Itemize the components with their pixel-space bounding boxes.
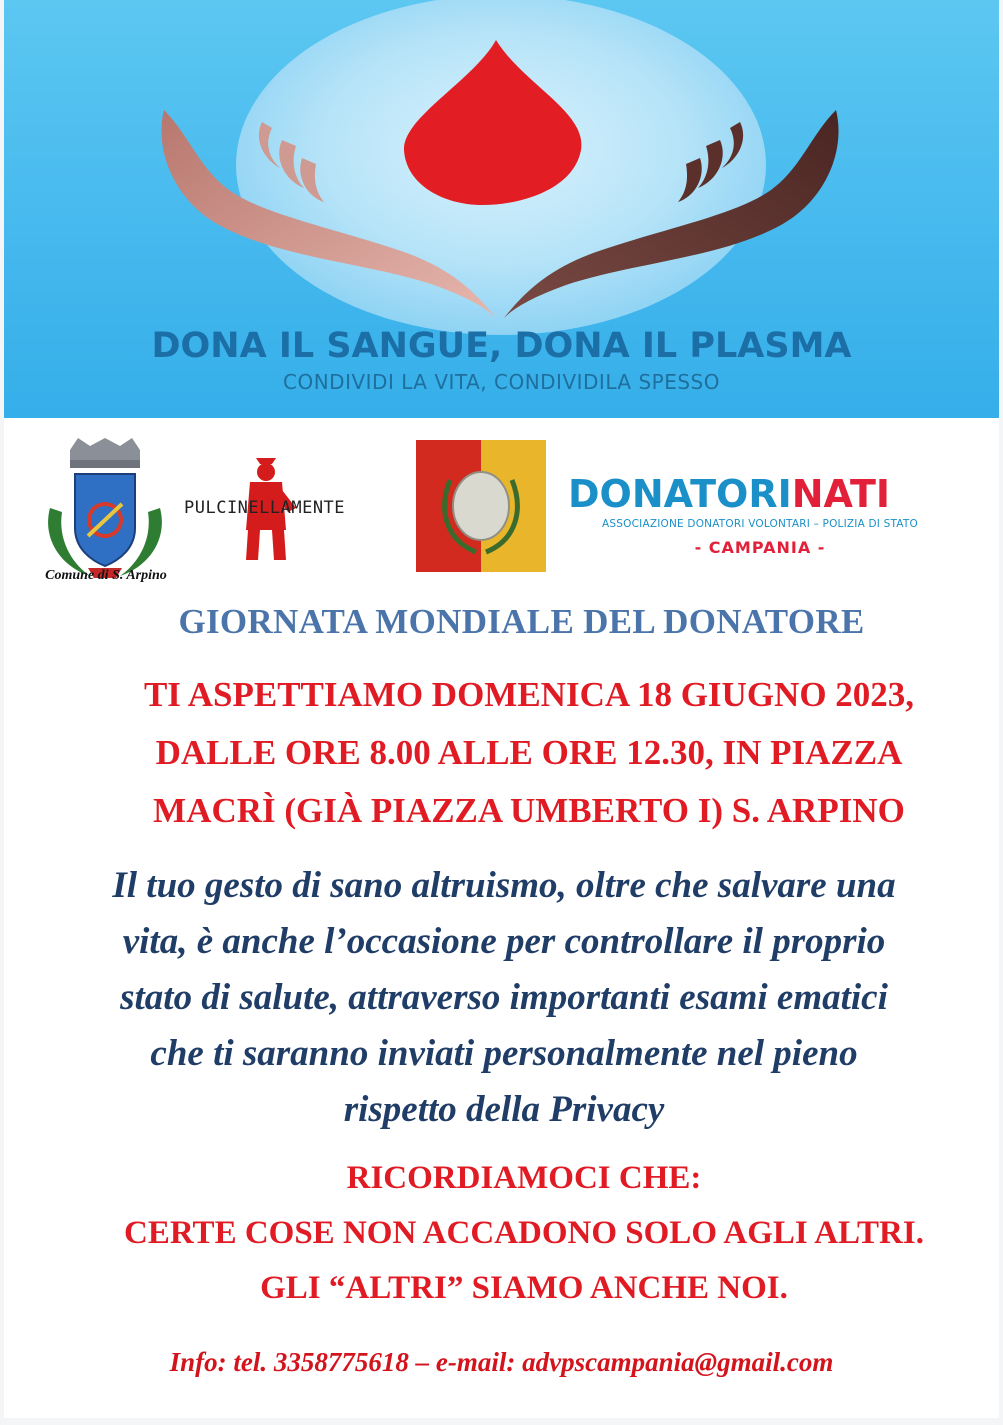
sponsor-logos: [4, 430, 999, 590]
message-line: rispetto della Privacy: [343, 1089, 665, 1130]
event-line: TI ASPETTIAMO DOMENICA 18 GIUGNO 2023,: [143, 675, 915, 714]
flyer-page: [4, 0, 999, 1418]
message-line: vita, è anche l’occasione per controllare il proprio: [122, 921, 886, 962]
donation-message: [44, 858, 964, 1138]
proloco-flag-icon: [416, 440, 546, 572]
banner-title: DONA IL SANGUE, DONA IL PLASMA: [151, 326, 852, 366]
pulcinellamente-label: PULCINELLAMENTE: [184, 498, 346, 518]
donatori-region: - CAMPANIA -: [694, 538, 826, 557]
message-line: Il tuo gesto di sano altruismo, oltre che salvare una: [112, 865, 896, 906]
reminder-line: CERTE COSE NON ACCADONO SOLO AGLI ALTRI.: [124, 1215, 924, 1251]
reminder-line: GLI “ALTRI” SIAMO ANCHE NOI.: [260, 1270, 788, 1306]
banner-subtitle: CONDIVIDI LA VITA, CONDIVIDILA SPESSO: [283, 370, 720, 394]
message-line: stato di salute, attraverso importanti esami ematici: [120, 977, 888, 1018]
reminder-block: [44, 1151, 999, 1316]
donatori-word: DONATORI: [568, 472, 792, 516]
header-banner: [4, 0, 999, 418]
contact-info: Info: tel. 3358775618 – e-mail: advpscampania@gmail.com: [169, 1347, 834, 1377]
comune-caption: Comune di S. Arpino: [45, 568, 167, 583]
reminder-line: RICORDIAMOCI CHE:: [346, 1160, 702, 1196]
event-heading: GIORNATA MONDIALE DEL DONATORE: [178, 602, 865, 641]
event-details: [64, 666, 994, 840]
donatori-nati-logo: [568, 472, 958, 516]
message-line: che ti saranno inviati personalmente nel pieno: [150, 1033, 858, 1074]
nati-word: NATI: [791, 472, 891, 516]
event-line: DALLE ORE 8.00 ALLE ORE 12.30, IN PIAZZA: [155, 733, 903, 772]
event-line: MACRÌ (GIÀ PIAZZA UMBERTO I) S. ARPINO: [153, 791, 905, 830]
comune-coat-of-arms-icon: [30, 438, 180, 588]
donatori-association: ASSOCIAZIONE DONATORI VOLONTARI – POLIZIA DI STATO: [602, 518, 918, 530]
